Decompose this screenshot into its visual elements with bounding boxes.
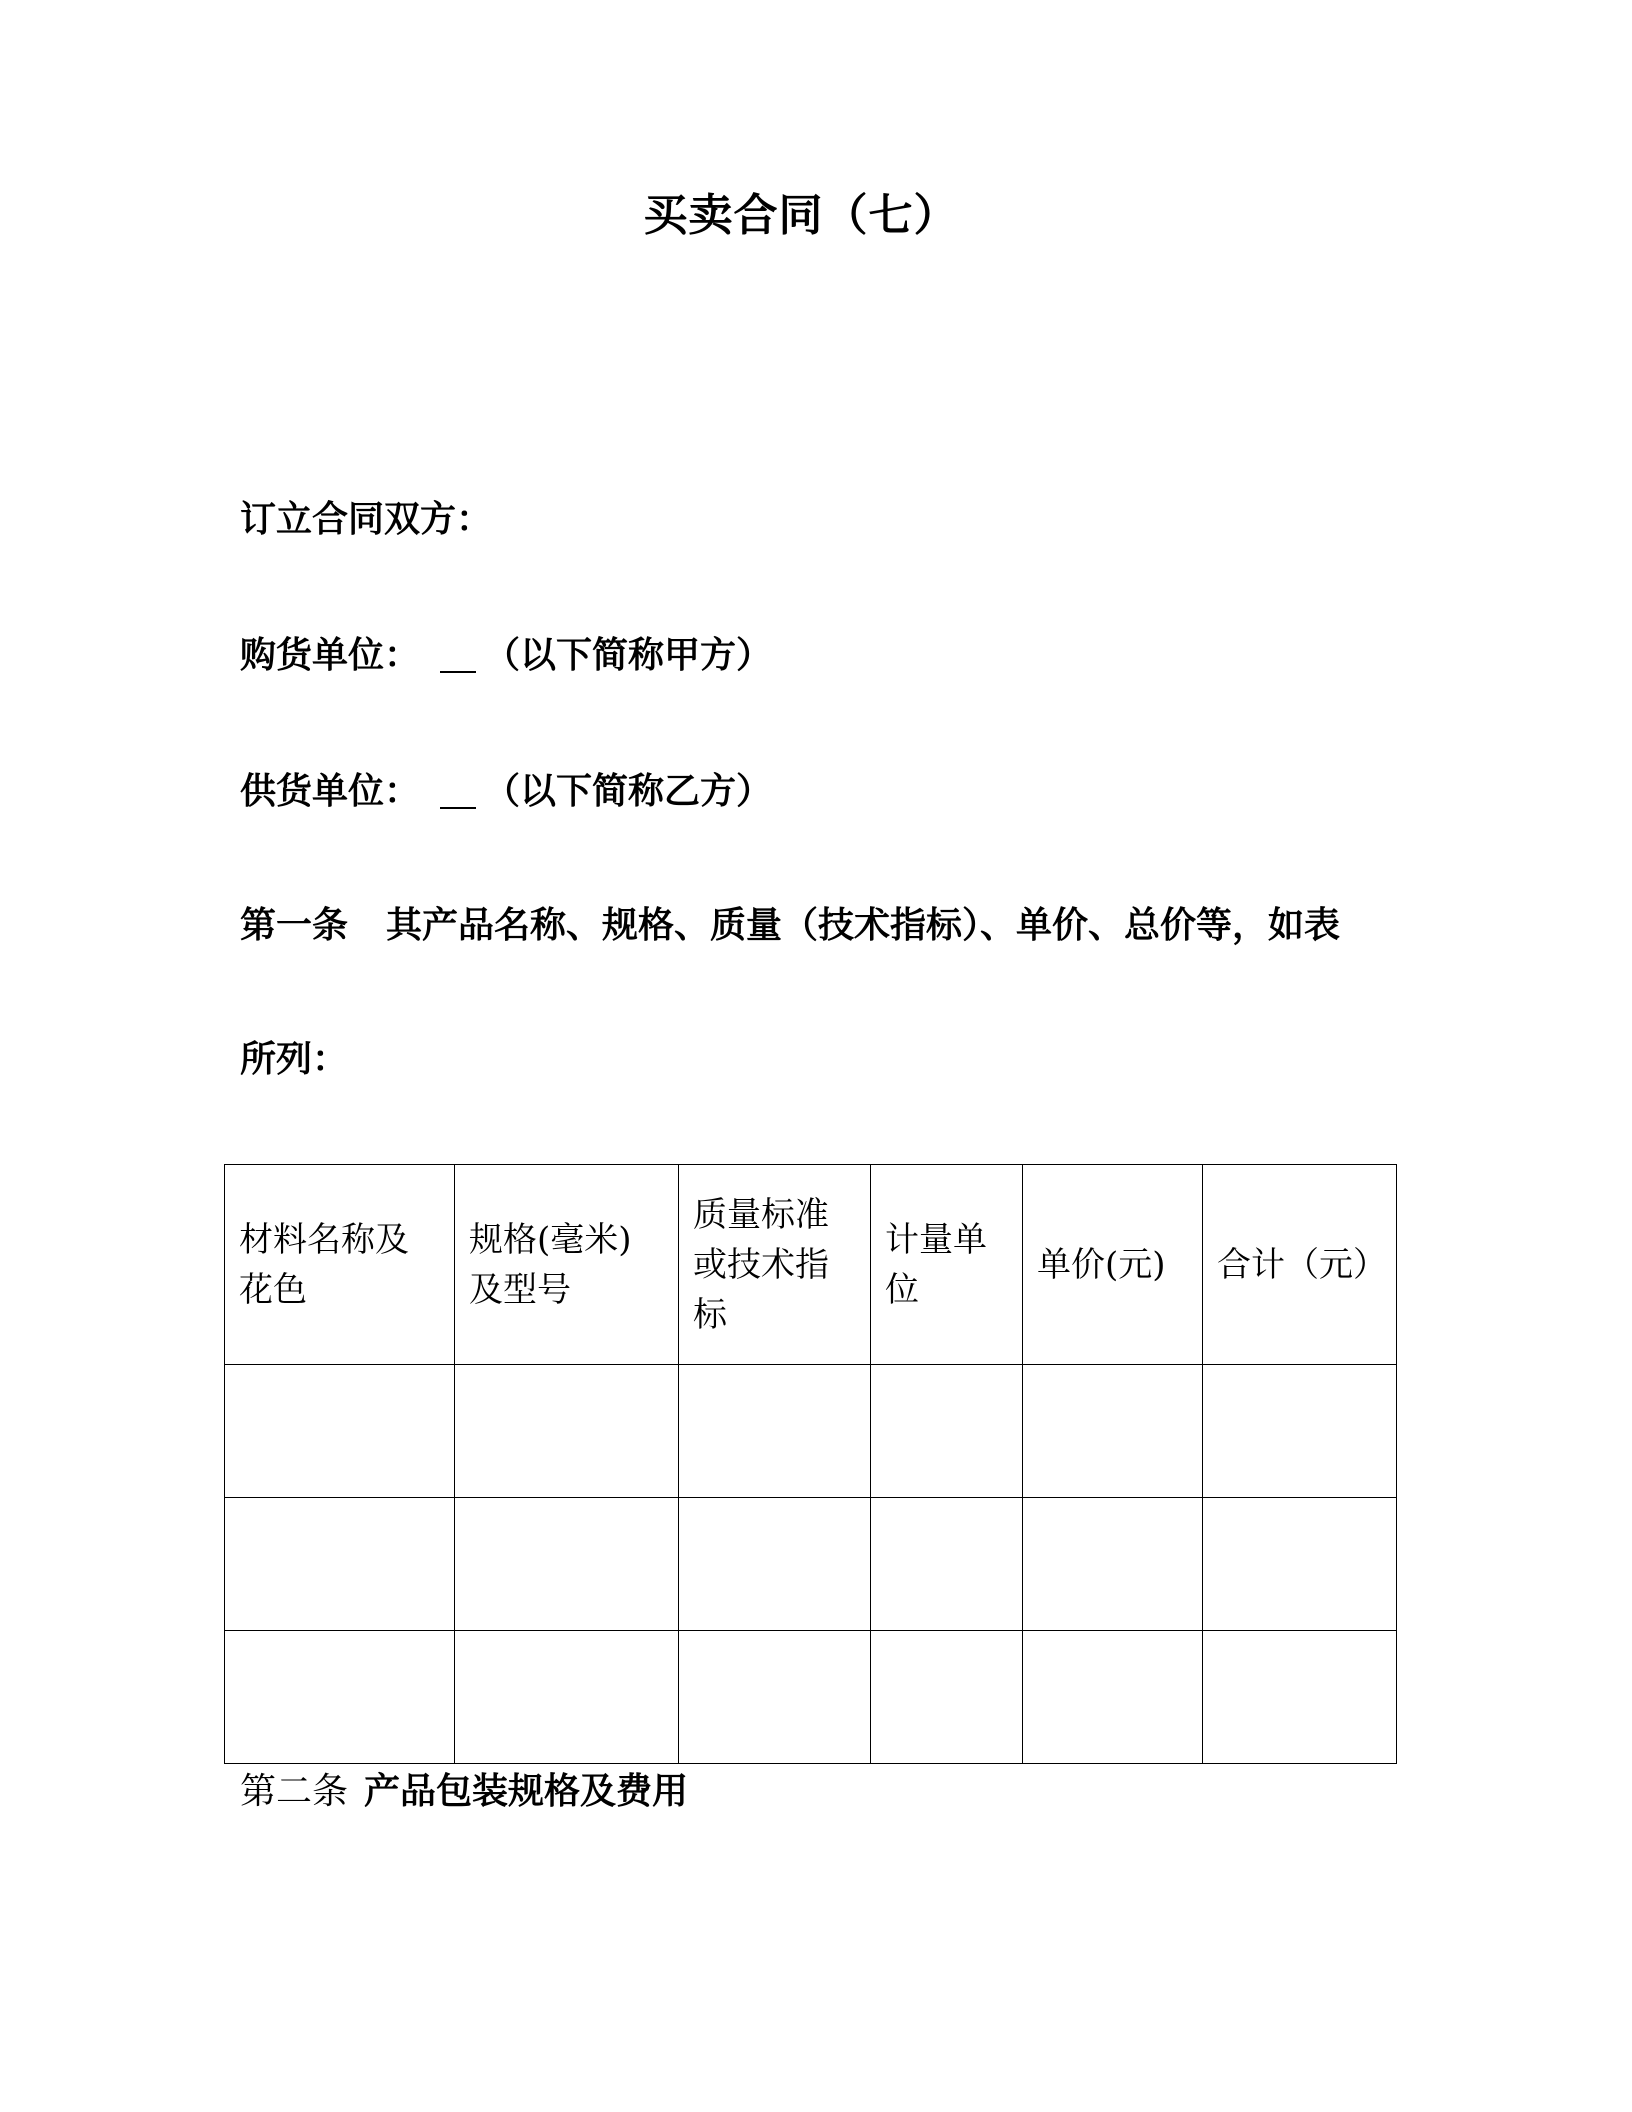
article1-number: 第一条 [240,905,349,946]
header-total: 合计（元） [1203,1165,1397,1365]
table-cell [871,1365,1023,1498]
buyer-label: 购货单位： [240,635,421,676]
table-cell [1023,1631,1203,1764]
table-cell [225,1498,455,1631]
table-cell [455,1631,679,1764]
article2-line [240,1768,688,1816]
seller-blank-field [440,773,476,809]
table-row [225,1631,1397,1764]
table-cell [679,1631,871,1764]
buyer-blank-field [440,637,476,673]
table-cell [1023,1365,1203,1498]
header-unit-price: 单价(元) [1023,1165,1203,1365]
header-specification: 规格(毫米)及型号 [455,1165,679,1365]
table-cell [679,1365,871,1498]
table-cell [871,1498,1023,1631]
buyer-note: （以下简称甲方） [484,635,773,676]
table-cell [225,1365,455,1498]
header-unit: 计量单位 [871,1165,1023,1365]
header-material-name: 材料名称及花色 [225,1165,455,1365]
table-cell [1203,1631,1397,1764]
seller-note: （以下简称乙方） [484,771,773,812]
table-cell [455,1365,679,1498]
table-cell [1203,1365,1397,1498]
goods-table [224,1164,1397,1764]
table-cell [1023,1498,1203,1631]
document-title: 买卖合同（七） [643,190,959,241]
table-row [225,1498,1397,1631]
article2-heading: 产品包装规格及费用 [364,1771,689,1812]
article1-line2: 所列： [240,1039,349,1080]
table-cell [225,1631,455,1764]
header-quality-standard: 质量标准或技术指标 [679,1165,871,1365]
table-row [225,1365,1397,1498]
seller-line [240,768,772,816]
seller-label: 供货单位： [240,771,421,812]
parties-intro: 订立合同双方： [240,499,493,540]
article1-text: 其产品名称、规格、质量（技术指标）、单价、总价等，如表 [386,905,1341,946]
table-header-row [225,1165,1397,1365]
article1-line1 [240,902,1340,950]
table-cell [455,1498,679,1631]
table-cell [1203,1498,1397,1631]
table-cell [871,1631,1023,1764]
article2-number: 第二条 [240,1771,349,1812]
buyer-line [240,632,772,680]
table-cell [679,1498,871,1631]
